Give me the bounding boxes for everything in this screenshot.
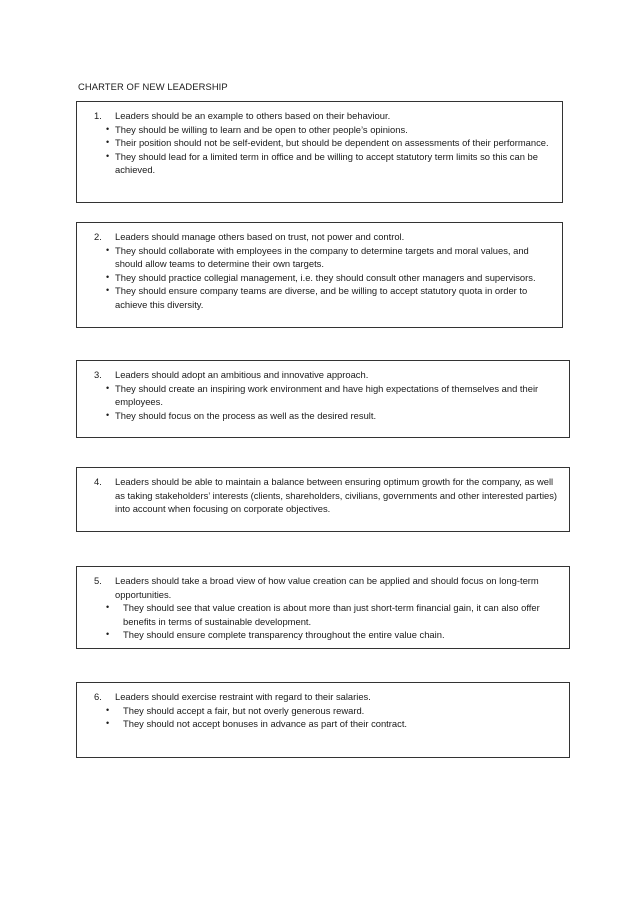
bullet-icon: • — [106, 271, 110, 282]
list-item-text: They should accept a fair, but not overly generous reward. — [123, 704, 365, 716]
charter-section-2 — [76, 222, 563, 328]
list-item — [106, 244, 554, 271]
section-heading-text: Leaders should exercise restraint with regard to their salaries. — [115, 691, 371, 702]
list-item — [106, 136, 554, 150]
section-heading — [85, 574, 561, 601]
section-heading-text: Leaders should be able to maintain a balance between ensuring optimum growth for the company, as well as taking stakeholders’ interests (clients, shareholders, civilians, governments and other interested parties) into account when focusing on corporate objectives. — [115, 476, 558, 515]
section-heading — [85, 690, 561, 704]
page-title: CHARTER OF NEW LEADERSHIP — [78, 81, 228, 92]
charter-section-1 — [76, 101, 563, 203]
bullet-list — [85, 244, 554, 312]
section-heading-text: Leaders should be an example to others based on their behaviour. — [115, 110, 391, 121]
list-item — [106, 409, 561, 423]
list-item — [106, 382, 561, 409]
bullet-icon: • — [106, 123, 110, 134]
list-item — [106, 704, 561, 718]
list-item — [106, 150, 554, 177]
bullet-list — [85, 601, 561, 642]
section-number: 6. — [94, 691, 102, 702]
list-item-text: They should see that value creation is about more than just short-term financial gain, it can also offer benefits in terms of sustainable development. — [123, 602, 540, 627]
list-item-text: They should not accept bonuses in advance as part of their contract. — [123, 718, 408, 730]
bullet-icon: • — [106, 244, 110, 255]
section-heading — [85, 230, 554, 244]
section-number: 1. — [94, 110, 102, 121]
section-heading — [85, 475, 561, 516]
list-item-text: They should practice collegial management, i.e. they should consult other managers and supervisors. — [115, 271, 536, 283]
list-item-text: They should create an inspiring work environment and have high expectations of themselves and their employees. — [115, 382, 539, 408]
list-item-text: Their position should not be self-evident, but should be dependent on assessments of their performance. — [115, 137, 549, 149]
bullet-icon: • — [106, 150, 110, 161]
bullet-icon: • — [106, 137, 110, 148]
section-heading-text: Leaders should take a broad view of how value creation can be applied and should focus on long-term opportunities. — [115, 575, 539, 600]
section-number: 5. — [94, 575, 102, 586]
bullet-icon: • — [106, 718, 110, 729]
section-heading — [85, 109, 554, 123]
bullet-icon: • — [106, 602, 110, 613]
bullet-icon: • — [106, 382, 110, 393]
list-item — [106, 628, 561, 642]
list-item-text: They should be willing to learn and be open to other people’s opinions. — [115, 123, 408, 135]
list-item — [106, 601, 561, 628]
list-item-text: They should ensure company teams are diverse, and be willing to accept statutory quota in order to achieve this diversity. — [115, 285, 528, 310]
section-heading — [85, 368, 561, 382]
section-number: 2. — [94, 231, 102, 242]
charter-section-6 — [76, 682, 570, 758]
bullet-list — [85, 704, 561, 731]
charter-section-3 — [76, 360, 570, 438]
section-heading-text: Leaders should adopt an ambitious and innovative approach. — [115, 369, 369, 380]
charter-section-5 — [76, 566, 570, 649]
charter-section-4 — [76, 467, 570, 532]
list-item — [106, 717, 561, 731]
list-item — [106, 284, 554, 311]
section-number: 3. — [94, 369, 102, 380]
list-item-text: They should lead for a limited term in office and be willing to accept statutory term limits so this can be achieved. — [115, 150, 538, 176]
bullet-icon: • — [106, 629, 110, 640]
bullet-list — [85, 382, 561, 423]
list-item-text: They should ensure complete transparency throughout the entire value chain. — [123, 629, 445, 641]
bullet-list — [85, 123, 554, 177]
list-item-text: They should collaborate with employees in the company to determine targets and moral values, and should allow teams to determine their own targets. — [115, 244, 529, 270]
bullet-icon: • — [106, 285, 110, 296]
list-item — [106, 123, 554, 137]
list-item-text: They should focus on the process as well as the desired result. — [115, 409, 377, 421]
bullet-icon: • — [106, 704, 110, 715]
section-heading-text: Leaders should manage others based on trust, not power and control. — [115, 231, 405, 242]
bullet-icon: • — [106, 409, 110, 420]
list-item — [106, 271, 554, 285]
section-number: 4. — [94, 476, 102, 487]
